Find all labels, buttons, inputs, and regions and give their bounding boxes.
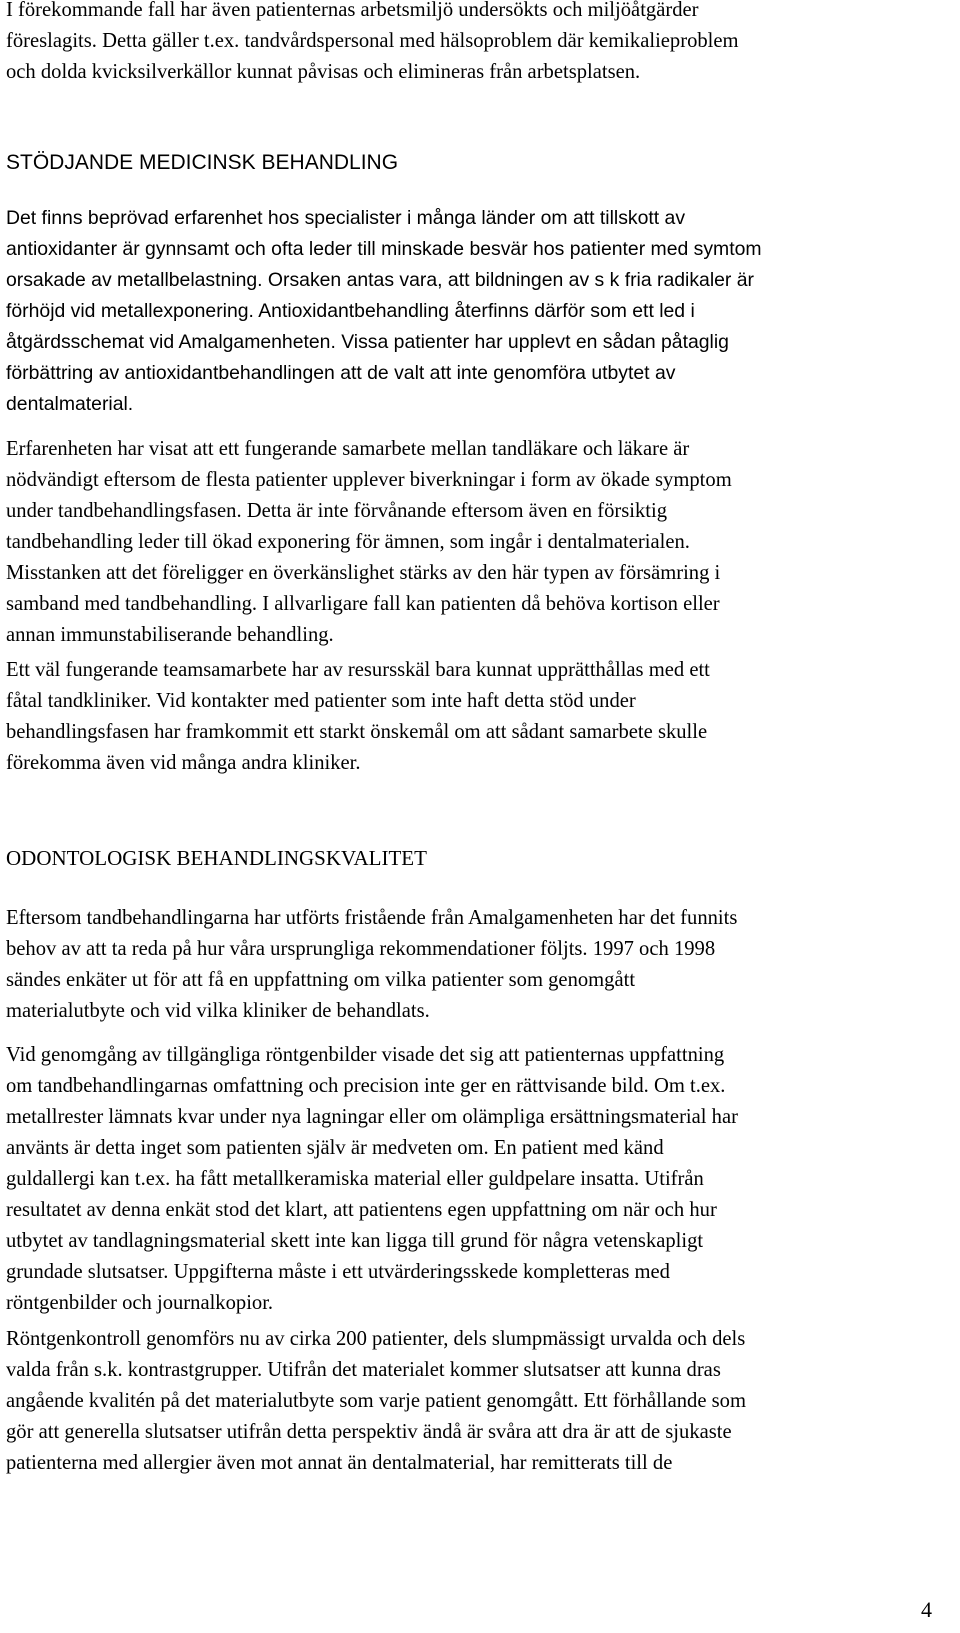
text-line: gör att generella slutsatser utifrån detta perspektiv ändå är svåra att dra är att de sjukaste [6,1421,732,1443]
text-line: nödvändigt eftersom de flesta patienter upplever biverkningar i form av ökade symptom [6,469,732,491]
text-line: metallrester lämnats kvar under nya lagningar eller om olämpliga ersättningsmaterial har [6,1106,738,1128]
text-line: guldallergi kan t.ex. ha fått metallkeramiska material eller guldpelare insatta. Utifrån [6,1168,704,1190]
text-line: utbytet av tandlagningsmaterial skett inte kan ligga till grund för några vetenskapligt [6,1230,704,1252]
text-line: föreslagits. Detta gäller t.ex. tandvårdspersonal med hälsoproblem där kemikalieproblem [6,30,739,52]
text-line: annan immunstabiliserande behandling. [6,624,334,646]
text-line: Erfarenheten har visat att ett fungerande samarbete mellan tandläkare och läkare är [6,438,690,460]
text-line: Röntgenkontroll genomförs nu av cirka 200 patienter, dels slumpmässigt urvalda och dels [6,1328,746,1350]
text-line: använts är detta inget som patienten själv är medveten om. En patient med känd [6,1137,664,1159]
intro-paragraph [6,0,946,88]
section-heading-odontologisk: ODONTOLOGISK BEHANDLINGSKVALITET [6,846,427,870]
text-line: förbättring av antioxidantbehandlingen att de valt att inte genomföra utbytet av [6,362,676,384]
text-line: valda från s.k. kontrastgrupper. Utifrån det materialet kommer slutsatser att kunna dras [6,1359,721,1381]
text-line: resultatet av denna enkät stod det klart, att patientens egen uppfattning om när och hur [6,1199,717,1221]
text-line: och dolda kvicksilverkällor kunnat påvisas och elimineras från arbetsplatsen. [6,61,641,83]
text-line: om tandbehandlingarnas omfattning och precision inte ger en rättvisande bild. Om t.ex. [6,1075,726,1097]
text-line: Det finns beprövad erfarenhet hos specialister i många länder om att tillskott av [6,207,686,229]
text-line: patienterna med allergier även mot annat än dentalmaterial, har remitterats till de [6,1452,673,1474]
section-heading-stodjande: STÖDJANDE MEDICINSK BEHANDLING [6,151,399,174]
text-line: antioxidanter är gynnsamt och ofta leder till minskade besvär hos patienter med symtom [6,238,762,260]
text-line: Eftersom tandbehandlingarna har utförts fristående från Amalgamenheten har det funnits [6,907,738,929]
text-line: Misstanken att det föreligger en överkänslighet stärks av den här typen av försämring i [6,562,721,584]
text-line: I förekommande fall har även patienternas arbetsmiljö undersökts och miljöåtgärder [6,0,699,21]
text-line: dentalmaterial. [6,393,134,415]
text-line: samband med tandbehandling. I allvarligare fall kan patienten då behöva kortison eller [6,593,720,615]
text-line: materialutbyte och vid vilka kliniker de behandlats. [6,1000,430,1022]
section1-paragraph-1 [6,203,946,420]
text-line: sändes enkäter ut för att få en uppfattning om vilka patienter som genomgått [6,969,636,991]
text-line: Vid genomgång av tillgängliga röntgenbilder visade det sig att patienternas uppfattning [6,1044,725,1066]
text-line: behov av att ta reda på hur våra ursprungliga rekommendationer följts. 1997 och 1998 [6,938,716,960]
text-line: grundade slutsatser. Uppgifterna måste i ett utvärderingsskede kompletteras med [6,1261,670,1283]
text-line: åtgärdsschemat vid Amalgamenheten. Vissa patienter har upplevt en sådan påtaglig [6,331,729,353]
text-line: förekomma även vid många andra kliniker. [6,752,361,774]
section1-paragraph-2 [6,434,946,651]
text-line: förhöjd vid metallexponering. Antioxidantbehandling återfinns därför som ett led i [6,300,695,322]
text-line: tandbehandling leder till ökad exponering för ämnen, som ingår i dentalmaterialen. [6,531,690,553]
text-line: under tandbehandlingsfasen. Detta är inte förvånande eftersom även en försiktig [6,500,668,522]
text-line: orsakade av metallbelastning. Orsaken antas vara, att bildningen av s k fria radikaler är [6,269,755,291]
section2-paragraph-3 [6,1324,946,1479]
section2-paragraph-2 [6,1040,946,1319]
text-line: fåtal tandkliniker. Vid kontakter med patienter som inte haft detta stöd under [6,690,636,712]
section1-paragraph-3 [6,655,946,779]
page-number: 4 [921,1597,932,1622]
text-line: Ett väl fungerande teamsamarbete har av resursskäl bara kunnat upprätthållas med ett [6,659,710,681]
text-line: röntgenbilder och journalkopior. [6,1292,274,1314]
text-line: angående kvalitén på det materialutbyte som varje patient genomgått. Ett förhållande som [6,1390,746,1412]
section2-paragraph-1 [6,903,946,1027]
text-line: behandlingsfasen har framkommit ett starkt önskemål om att sådant samarbete skulle [6,721,708,743]
